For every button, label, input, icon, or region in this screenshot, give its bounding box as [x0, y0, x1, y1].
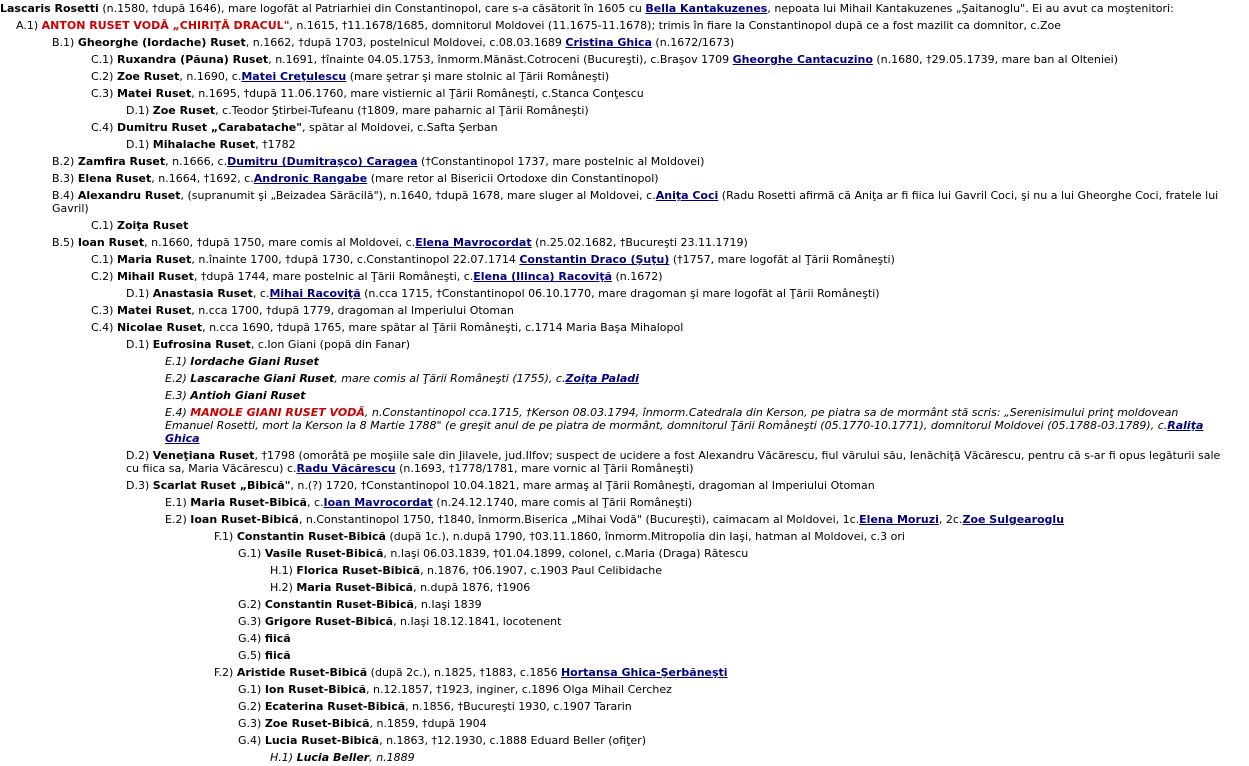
person-name: fiică [264, 649, 291, 662]
person-details: , †după 1744, mare postelnic al Ţării Româneşti, c. [193, 270, 474, 283]
genealogy-entry [0, 187, 1223, 217]
person-details: , n.1662, †după 1703, postelnicul Moldovei, c.08.03.1689 [245, 36, 566, 49]
entry-text [91, 121, 498, 134]
entry-text [91, 219, 188, 232]
person-link[interactable]: Hortansa Ghica-Şerbăneşti [560, 666, 728, 679]
genealogy-entry [0, 0, 1223, 17]
person-details: , n.1664, †1692, c. [151, 172, 254, 185]
entry-text [165, 406, 1223, 445]
entry-code: E.1) [165, 496, 187, 509]
entry-text [238, 734, 646, 747]
genealogy-entry [0, 630, 1223, 647]
entry-text [52, 155, 704, 168]
genealogy-entry [0, 511, 1223, 528]
person-link[interactable]: Raliţa Ghica [165, 419, 1204, 445]
person-details: (după 2c.), n.1825, †1883, c.1856 [367, 666, 561, 679]
entry-code: B.1) [52, 36, 75, 49]
person-name: Dumitru Ruset „Carabatache" [116, 121, 302, 134]
entry-text [238, 598, 482, 611]
genealogy-entry [0, 251, 1223, 268]
person-details: , n.Constantinopol 1750, †1840, înmorm.Biserica „Mihai Vodă" (Bucureşti), caimacam al Moldovei, 1c. [298, 513, 860, 526]
person-details: , n.1660, †după 1750, mare comis al Moldovei, c. [144, 236, 416, 249]
person-name: Zamfira Ruset [77, 155, 166, 168]
person-details: (n.1680, †29.05.1739, mare ban al Olteniei) [872, 53, 1119, 66]
entry-code: F.2) [214, 666, 234, 679]
genealogy-entry [0, 119, 1223, 136]
entry-code: D.1) [126, 287, 150, 300]
entry-text [165, 389, 305, 402]
genealogy-entry [0, 336, 1223, 353]
person-details: , n.1856, †Bucureşti 1930, c.1907 Tararin [405, 700, 632, 713]
entry-text [238, 683, 672, 696]
person-details: , (supranumit şi „Beizadea Sărăcilă"), n.1640, †după 1678, mare sluger al Moldovei, c. [180, 189, 656, 202]
entry-text [126, 287, 880, 300]
entry-text [270, 564, 662, 577]
person-details: , n.înainte 1700, †după 1730, c.Constantinopol 22.07.1714 [191, 253, 520, 266]
person-name: Ioan Ruset [77, 236, 145, 249]
person-name: Veneţiana Ruset [152, 449, 255, 462]
person-name: Aristide Ruset-Bibică [236, 666, 368, 679]
genealogy-entry [0, 579, 1223, 596]
person-link[interactable]: Ioan Mavrocordat [323, 496, 433, 509]
genealogy-entry [0, 285, 1223, 302]
person-name: Nicolae Ruset [116, 321, 203, 334]
entry-text [52, 189, 1223, 215]
genealogy-entry [0, 647, 1223, 664]
entry-code: G.2) [238, 598, 262, 611]
person-name: Ruxandra (Păuna) Ruset [116, 53, 269, 66]
person-link[interactable]: Constantin Draco (Şuţu) [519, 253, 670, 266]
entry-code: C.3) [91, 304, 114, 317]
person-details: , n.1691, †înainte 04.05.1753, înmorm.Mănăst.Cotroceni (Bucureşti), c.Braşov 1709 [268, 53, 733, 66]
entry-code: C.4) [91, 121, 114, 134]
entry-text [238, 700, 632, 713]
person-details: , nepoata lui Mihail Kantakuzenes „Şaitanoglu". Ei au avut ca moştenitori: [767, 2, 1174, 15]
person-name: fiică [264, 632, 291, 645]
person-details: (n.1672) [612, 270, 663, 283]
person-name: Grigore Ruset-Bibică [264, 615, 394, 628]
person-name: Lucia Ruset-Bibică [264, 734, 380, 747]
entry-text [52, 36, 734, 49]
entry-code: G.4) [238, 632, 262, 645]
ruler-name: MANOLE GIANI RUSET VODĂ [190, 406, 365, 419]
genealogy-entry [0, 170, 1223, 187]
ruler-name: ANTON RUSET VODĂ „CHIRIŢĂ DRACUL" [41, 19, 290, 32]
entry-code: B.3) [52, 172, 75, 185]
person-details: (n.1672/1673) [651, 36, 735, 49]
entry-code: H.1) [270, 564, 293, 577]
entry-text [165, 355, 319, 368]
person-link[interactable]: Zoe Sulgearoglu [962, 513, 1065, 526]
genealogy-entry [0, 370, 1223, 387]
entry-text [91, 53, 1118, 66]
person-name: Lascarache Giani Ruset [190, 372, 335, 385]
entry-text [214, 666, 728, 679]
genealogy-entry [0, 68, 1223, 85]
person-details: , n.1615, †11.1678/1685, domnitorul Moldovei (11.1675-11.1678); trimis în fiare la Constantinopol după ce a fost mazilit ca domnitor, c.Zoe [289, 19, 1061, 32]
entry-code: A.1) [16, 19, 39, 32]
person-name: Vasile Ruset-Bibică [264, 547, 384, 560]
entry-code: B.4) [52, 189, 75, 202]
genealogy-entry [0, 319, 1223, 336]
genealogy-entry [0, 302, 1223, 319]
entry-code: C.1) [91, 53, 114, 66]
entry-code: G.3) [238, 717, 262, 730]
entry-code: B.2) [52, 155, 75, 168]
genealogy-entry [0, 545, 1223, 562]
person-name: Antioh Giani Ruset [190, 389, 306, 402]
entry-code: G.4) [238, 734, 262, 747]
person-link[interactable]: Cristina Ghica [565, 36, 652, 49]
person-details: , n.Iaşi 18.12.1841, locotenent [393, 615, 562, 628]
genealogy-entry [0, 234, 1223, 251]
entry-text [126, 104, 589, 117]
genealogy-entry [0, 732, 1223, 749]
person-name: Constantin Ruset-Bibică [236, 530, 386, 543]
entry-code: C.2) [91, 70, 114, 83]
entry-text [91, 70, 609, 83]
person-details: , n.1863, †12.1930, c.1888 Eduard Beller (ofiţer) [379, 734, 647, 747]
entry-text [238, 717, 487, 730]
genealogy-entry [0, 353, 1223, 370]
person-name: Zoe Ruset [152, 104, 216, 117]
person-details: , 2c. [938, 513, 963, 526]
person-name: Anastasia Ruset [152, 287, 253, 300]
genealogy-entry [0, 528, 1223, 545]
entry-code: D.3) [126, 479, 150, 492]
person-name: Eufrosina Ruset [152, 338, 251, 351]
entry-text [52, 172, 659, 185]
entry-text [126, 479, 875, 492]
genealogy-entry [0, 681, 1223, 698]
entry-text [0, 2, 1174, 15]
genealogy-entry [0, 85, 1223, 102]
genealogy-entry [0, 268, 1223, 285]
person-details: , n.Iaşi 06.03.1839, †01.04.1899, colonel, c.Maria (Draga) Rătescu [383, 547, 749, 560]
genealogy-entry [0, 664, 1223, 681]
entry-code: E.2) [165, 513, 187, 526]
entry-code: C.2) [91, 270, 114, 283]
person-name: Ion Ruset-Bibică [264, 683, 366, 696]
entry-text [238, 649, 291, 662]
entry-code: H.1) [270, 751, 294, 764]
person-details: , c. [306, 496, 324, 509]
person-name: Alexandru Ruset [77, 189, 181, 202]
person-name: Matei Ruset [116, 304, 192, 317]
genealogy-entry [0, 153, 1223, 170]
entry-code: C.1) [91, 219, 114, 232]
entry-code: G.2) [238, 700, 262, 713]
person-name: Maria Ruset [116, 253, 192, 266]
entry-text [270, 751, 415, 764]
entry-code: E.2) [165, 372, 187, 385]
person-details: , n.Iaşi 1839 [413, 598, 482, 611]
person-link[interactable]: Bella Kantakuzenes [645, 2, 768, 15]
person-name: Ecaterina Ruset-Bibică [264, 700, 406, 713]
person-name: Zoe Ruset-Bibică [264, 717, 370, 730]
entry-code: G.3) [238, 615, 262, 628]
genealogy-entry [0, 562, 1223, 579]
entry-text [238, 547, 748, 560]
person-details: (n.1580, †după 1646), mare logofăt al Patriarhiei din Constantinopol, care s-a căsătorit în 1605 cu [98, 2, 646, 15]
genealogy-entry [0, 477, 1223, 494]
person-details: , †1782 [255, 138, 296, 151]
genealogy-entry [0, 404, 1223, 447]
person-details: , n.1666, c. [165, 155, 228, 168]
entry-code: D.1) [126, 138, 150, 151]
entry-code: E.1) [165, 355, 187, 368]
person-details: , n.cca 1690, †după 1765, mare spătar al Ţării Româneşti, c.1714 Maria Başa Mihalopol [202, 321, 684, 334]
entry-code: D.1) [126, 104, 150, 117]
person-details: , n.Constantinopol cca.1715, †Kerson 08.03.1794, înmorm.Catedrala din Kerson, pe piatra sa de mormânt stă scris: „Serenisimului prinţ moldovean Emanuel Rosetti, mort la Kerson la 8 Martie 1788" (e greşit anul de pe piatra de mormânt, domnitorul Ţării Româneşti (05.1770-10.1771), domnitorul Moldovei (05.1788-03.1789), c. [165, 406, 1179, 432]
person-details: , n.cca 1700, †după 1779, dragoman al Imperiului Otoman [191, 304, 514, 317]
person-link[interactable]: Matei Creţulescu [241, 70, 347, 83]
person-link[interactable]: Elena Moruzi [859, 513, 939, 526]
person-link[interactable]: Gheorghe Cantacuzino [732, 53, 873, 66]
entry-text [126, 138, 296, 151]
person-details: , n.1859, †după 1904 [369, 717, 487, 730]
person-link[interactable]: Aniţa Coci [655, 189, 719, 202]
person-details: (†1757, mare logofăt al Ţării Româneşti) [669, 253, 895, 266]
entry-code: E.3) [165, 389, 187, 402]
entry-code: C.1) [91, 253, 114, 266]
entry-text [91, 304, 514, 317]
person-link[interactable]: Andronic Rangabe [253, 172, 368, 185]
entry-code: F.1) [214, 530, 234, 543]
entry-text [165, 496, 692, 509]
entry-text [270, 581, 530, 594]
person-name: Maria Ruset-Bibică [296, 581, 414, 594]
person-details: , n.12.1857, †1923, inginer, c.1896 Olga Mihail Cerchez [366, 683, 672, 696]
entry-text [16, 19, 1061, 32]
genealogy-entry [0, 613, 1223, 630]
genealogy-entry [0, 34, 1223, 51]
genealogy-entry [0, 596, 1223, 613]
person-link[interactable]: Zoiţa Paladi [565, 372, 639, 385]
person-name: Ioan Ruset-Bibică [190, 513, 299, 526]
genealogy-entry [0, 136, 1223, 153]
person-details: (n.24.12.1740, mare comis al Ţării Româneşti) [432, 496, 693, 509]
entry-text [126, 449, 1223, 475]
person-link[interactable]: Dumitru (Dumitraşco) Caragea [227, 155, 418, 168]
entry-text [52, 236, 748, 249]
genealogy-entry [0, 217, 1223, 234]
entry-code: G.5) [238, 649, 262, 662]
person-name: Florica Ruset-Bibică [296, 564, 421, 577]
person-link[interactable]: Radu Văcărescu [296, 462, 396, 475]
entry-text [91, 270, 663, 283]
entry-code: C.4) [91, 321, 114, 334]
genealogy-entry [0, 447, 1223, 477]
entry-text [238, 632, 291, 645]
person-details: , n.după 1876, †1906 [413, 581, 531, 594]
entry-text [165, 513, 1064, 526]
person-name: Iordache Giani Ruset [190, 355, 319, 368]
entry-text [165, 372, 639, 385]
person-name: Maria Ruset-Bibică [190, 496, 307, 509]
person-name: Zoiţa Ruset [116, 219, 189, 232]
person-details: , c. [252, 287, 270, 300]
person-name: Lucia Beller [296, 751, 370, 764]
person-link[interactable]: Elena (Ilinca) Racoviţă [473, 270, 613, 283]
person-details: , c.Teodor Ştirbei-Tufeanu (†1809, mare paharnic al Ţării Româneşti) [215, 104, 589, 117]
person-details: (†Constantinopol 1737, mare postelnic al Moldovei) [417, 155, 705, 168]
person-details: (n.cca 1715, †Constantinopol 06.10.1770, mare dragoman şi mare logofăt al Ţării Româneşti) [360, 287, 880, 300]
entry-text [91, 321, 683, 334]
person-details: , †1798 (omorâtă pe moşiile sale din Jilavele, jud.Ilfov; suspect de ucidere a fost Alexandru Văcărescu, fiul vărului său, Ienăchiţă Văcărescu, pentru că s-ar fi opus legăturii sale cu fiica sa, Maria Văcărescu) c. [126, 449, 1221, 475]
entry-code: D.1) [126, 338, 150, 351]
person-details: (mare retor al Bisericii Ortodoxe din Constantinopol) [367, 172, 659, 185]
person-name: Elena Ruset [77, 172, 152, 185]
genealogy-entry [0, 387, 1223, 404]
person-name: Matei Ruset [116, 87, 192, 100]
person-name: Lascaris Rosetti [0, 2, 99, 15]
genealogy-entry [0, 698, 1223, 715]
person-details: , n.(?) 1720, †Constantinopol 10.04.1821, mare armaş al Ţării Româneşti, dragoman al Imperiului Otoman [290, 479, 875, 492]
genealogy-entry [0, 715, 1223, 732]
genealogy-entry [0, 17, 1223, 34]
person-name: Constantin Ruset-Bibică [264, 598, 414, 611]
entry-code: C.3) [91, 87, 114, 100]
person-details: (n.1693, †1778/1781, mare vornic al Ţării Româneşti) [395, 462, 694, 475]
person-link[interactable]: Elena Mavrocordat [415, 236, 532, 249]
entry-code: G.1) [238, 547, 262, 560]
genealogy-entry [0, 749, 1223, 766]
person-details: , n.1690, c. [179, 70, 242, 83]
person-details: (Radu Rosetti afirmă că Aniţa ar fi fiica lui Gavril Coci, şi nu a lui Gheorghe Coci, fratele lui Gavril) [52, 189, 1219, 215]
entry-text [238, 615, 561, 628]
person-name: Mihail Ruset [116, 270, 194, 283]
genealogy-entry [0, 51, 1223, 68]
entry-text [126, 338, 410, 351]
person-details: , c.Ion Giani (popă din Fanar) [250, 338, 410, 351]
genealogy-entry [0, 102, 1223, 119]
entry-text [91, 87, 644, 100]
person-details: , mare comis al Ţării Româneşti (1755), c. [334, 372, 566, 385]
entry-text [91, 253, 895, 266]
entry-text [214, 530, 905, 543]
person-link[interactable]: Mihai Racoviţă [269, 287, 361, 300]
person-details: , n.1876, †06.1907, c.1903 Paul Celibidache [420, 564, 663, 577]
person-details: , n.1695, †după 11.06.1760, mare vistiernic al Ţării Româneşti, c.Stanca Conţescu [191, 87, 644, 100]
entry-code: B.5) [52, 236, 75, 249]
entry-code: G.1) [238, 683, 262, 696]
person-name: Gheorghe (Iordache) Ruset [77, 36, 246, 49]
entry-code: H.2) [270, 581, 293, 594]
person-details: (n.25.02.1682, †Bucureşti 23.11.1719) [531, 236, 748, 249]
person-details: (după 1c.), n.după 1790, †03.11.1860, înmorm.Mitropolia din Iaşi, hatman al Moldovei, c.3 ori [385, 530, 905, 543]
person-details: (mare şetrar şi mare stolnic al Ţării Româneşti) [346, 70, 610, 83]
person-details: , n.1889 [369, 751, 415, 764]
genealogy-entry [0, 494, 1223, 511]
person-details: , spătar al Moldovei, c.Safta Şerban [302, 121, 498, 134]
entry-code: D.2) [126, 449, 150, 462]
entry-code: E.4) [165, 406, 187, 419]
person-name: Scarlat Ruset „Bibică" [152, 479, 291, 492]
person-name: Zoe Ruset [116, 70, 180, 83]
person-name: Mihalache Ruset [152, 138, 256, 151]
